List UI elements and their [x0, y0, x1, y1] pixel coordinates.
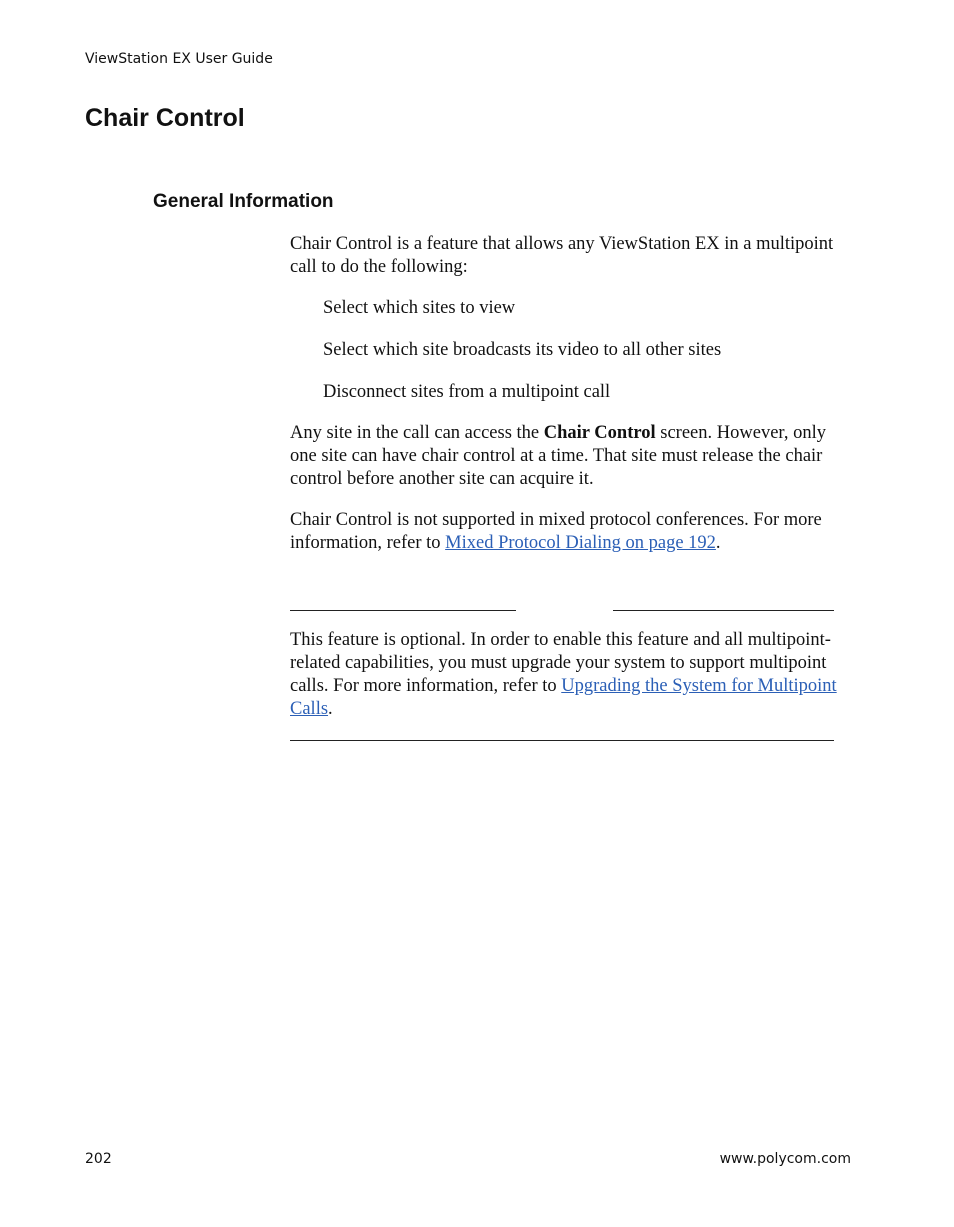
mixed-protocol-paragraph [290, 509, 855, 555]
mixed-text-end: . [715, 533, 721, 553]
bullet-item-view-sites: Select which sites to view [323, 298, 516, 318]
section-title: General Information [153, 191, 334, 212]
note-text-start: This feature is optional. In order to enable this feature and all multipoint-related capabilities, you must upgrade your system to support multipoint calls. For more information, refer to [290, 630, 831, 696]
note-bottom-rule [290, 740, 834, 741]
page-number: 202 [85, 1151, 112, 1167]
access-paragraph [290, 422, 855, 491]
note-paragraph [290, 629, 855, 721]
bullet-item-broadcast: Select which site broadcasts its video to all other sites [323, 340, 722, 360]
footer-website: www.polycom.com [719, 1151, 851, 1167]
intro-paragraph: Chair Control is a feature that allows any ViewStation EX in a multipoint call to do the following: [290, 234, 834, 277]
access-text-end: screen. However, only one site can have chair control at a time. That site must release the chair control before another site can acquire it. [290, 423, 826, 489]
chapter-title: Chair Control [85, 104, 245, 132]
note-top-rule-left [290, 610, 516, 611]
mixed-text-start: Chair Control is not supported in mixed protocol conferences. For more information, refer to [290, 510, 822, 553]
access-text-start: Any site in the call can access the [290, 423, 544, 443]
note-top-rule-right [613, 610, 834, 611]
running-header: ViewStation EX User Guide [85, 51, 273, 67]
upgrade-multipoint-link[interactable]: Upgrading the System for Multipoint Calls [290, 676, 837, 719]
bullet-item-disconnect: Disconnect sites from a multipoint call [323, 382, 611, 402]
mixed-protocol-link[interactable]: Mixed Protocol Dialing on page 192 [445, 533, 716, 553]
chair-control-emphasis: Chair Control [543, 423, 656, 443]
note-text-end: . [328, 699, 333, 719]
